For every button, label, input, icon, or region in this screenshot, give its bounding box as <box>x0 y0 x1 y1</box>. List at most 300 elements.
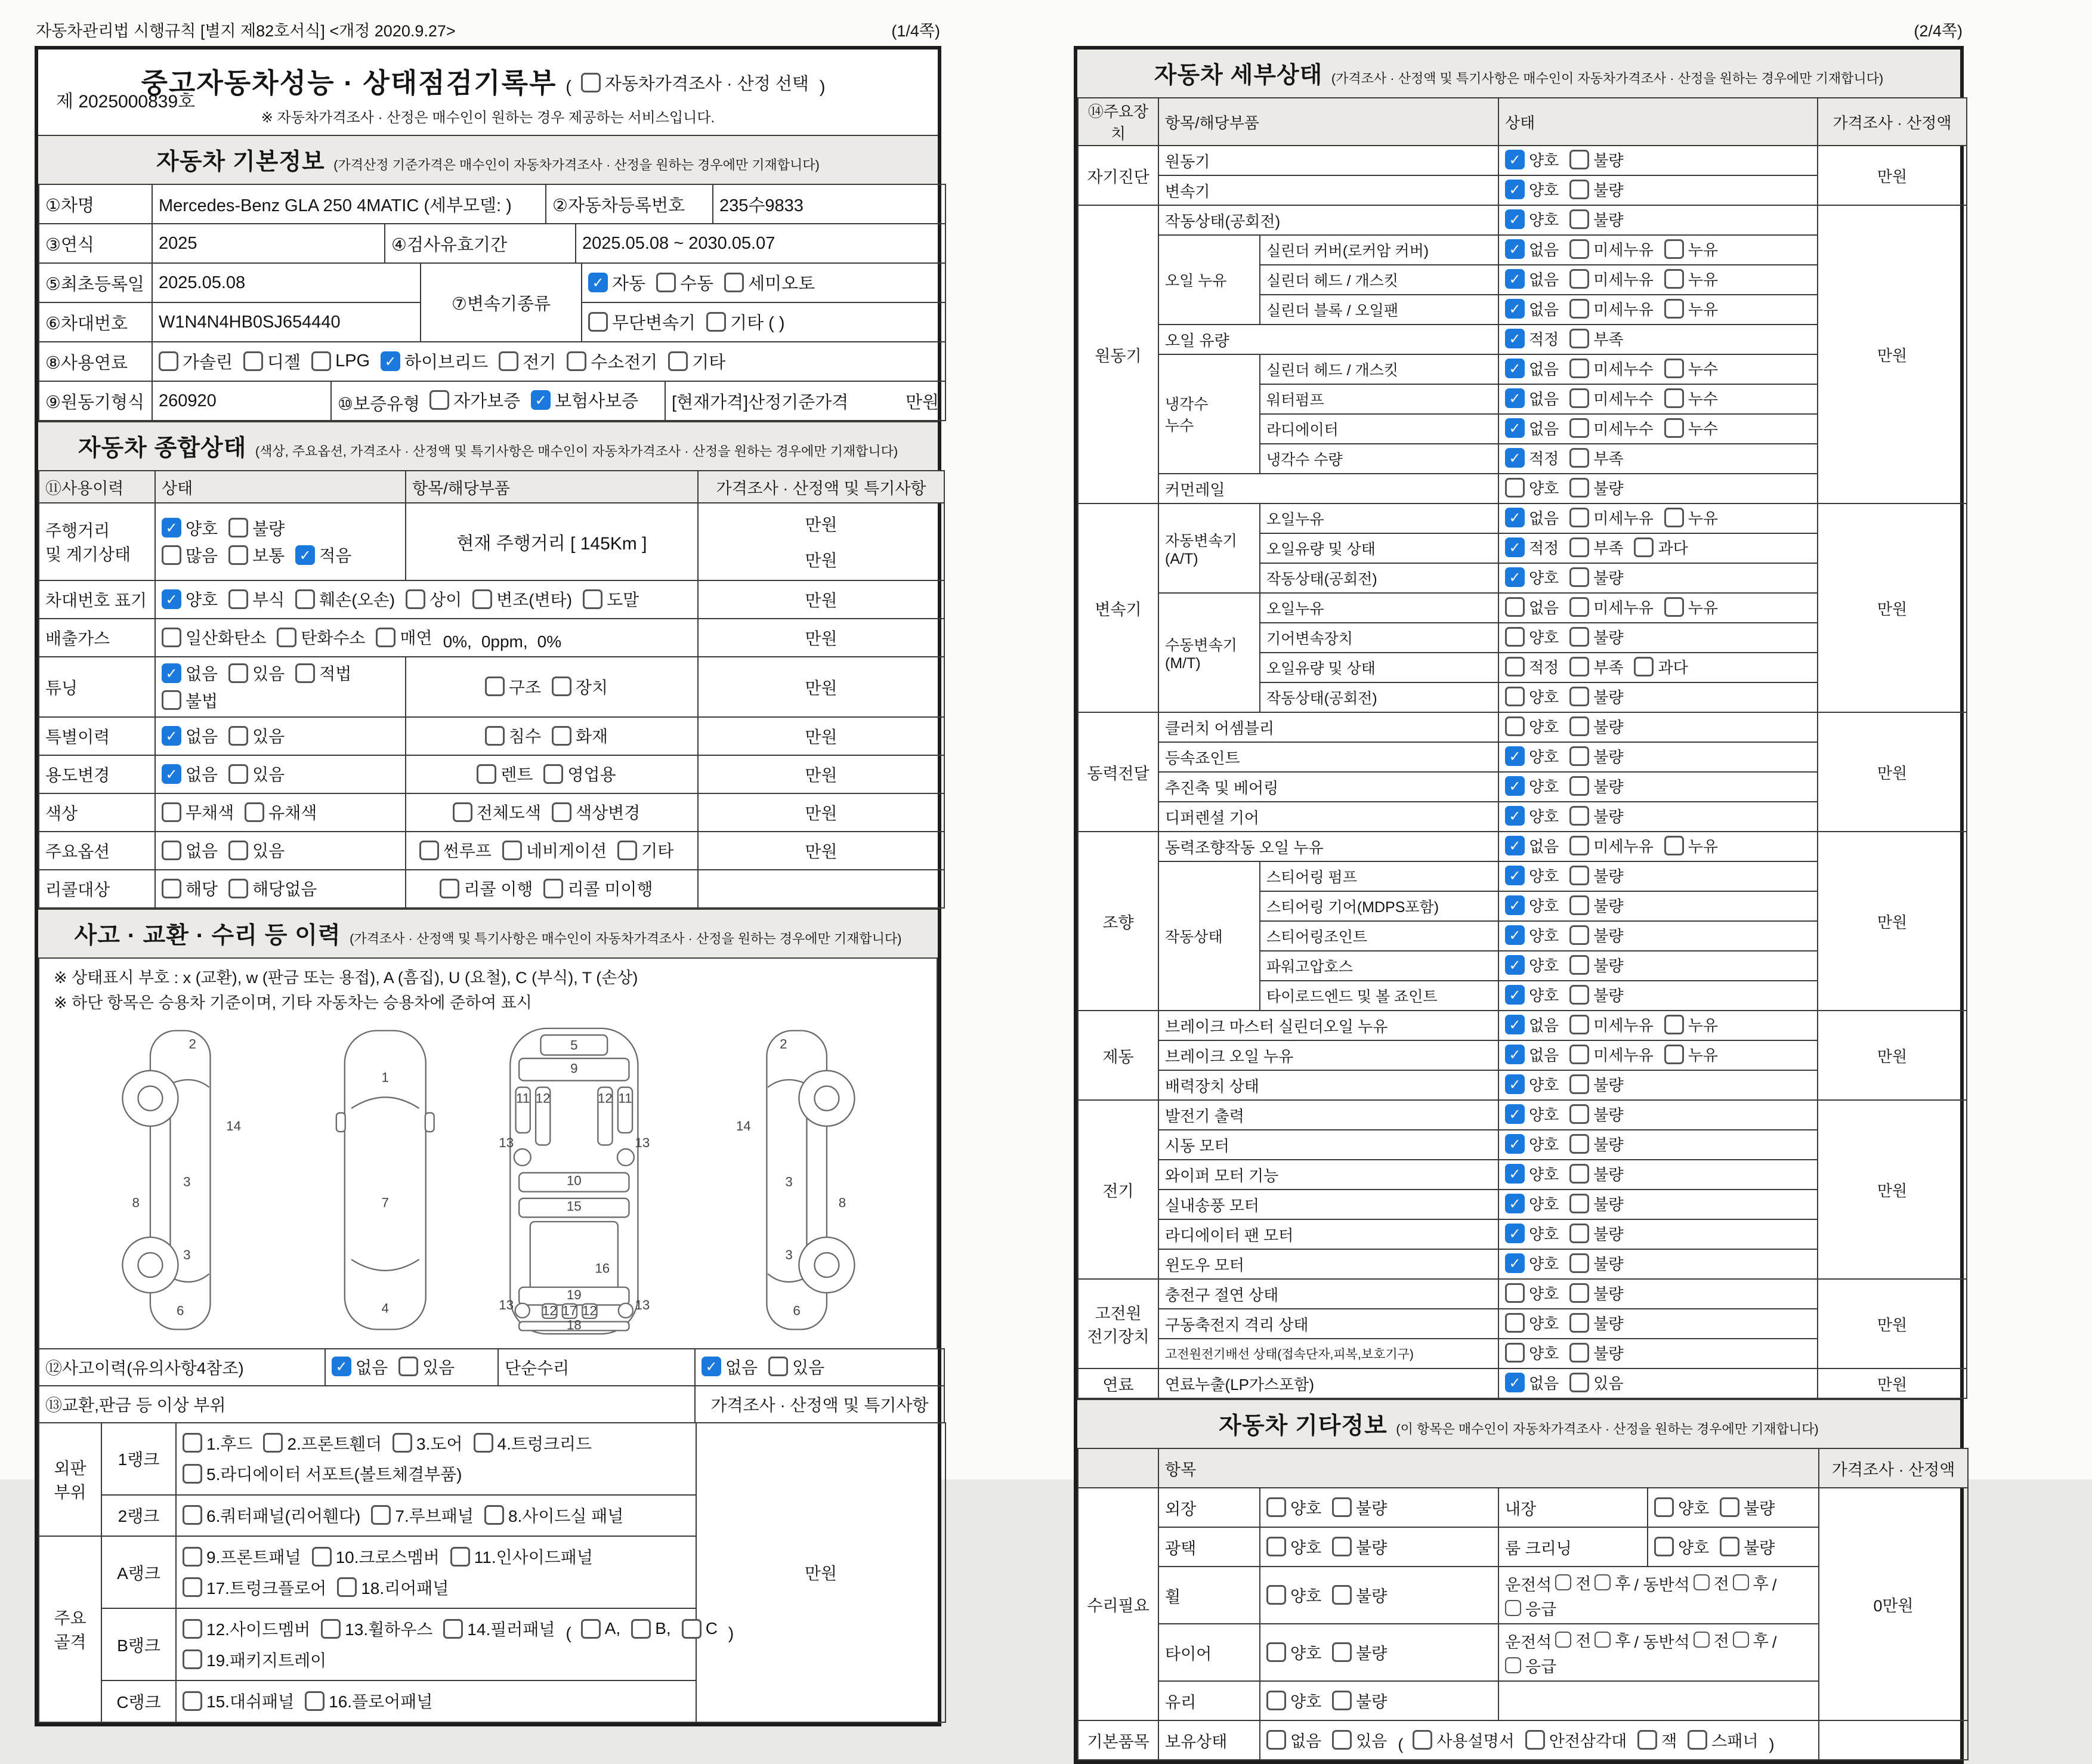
checkbox[interactable] <box>159 351 178 371</box>
option-있음[interactable] <box>1569 1371 1623 1394</box>
option-후[interactable] <box>1595 1628 1630 1651</box>
checkbox[interactable] <box>1569 1164 1589 1184</box>
option-후[interactable] <box>1733 1628 1769 1651</box>
option-누수[interactable] <box>1664 357 1718 379</box>
option-훼손(오손)[interactable] <box>295 587 395 611</box>
option-11.인사이드패널[interactable] <box>450 1544 593 1568</box>
checkbox[interactable] <box>1569 955 1589 975</box>
checkbox[interactable] <box>228 589 248 609</box>
option-불량[interactable] <box>1332 1689 1387 1712</box>
checkbox[interactable] <box>502 841 522 860</box>
option-적정[interactable] <box>1505 536 1559 558</box>
option-누수[interactable] <box>1664 387 1718 409</box>
option-있음[interactable] <box>228 762 285 786</box>
option-없음[interactable] <box>1505 268 1559 290</box>
option-영업용[interactable] <box>543 762 616 786</box>
checkbox[interactable] <box>1505 180 1525 199</box>
checkbox[interactable] <box>1505 1015 1525 1034</box>
checkbox[interactable] <box>183 1433 202 1453</box>
option-불량[interactable] <box>1332 1535 1387 1558</box>
checkbox[interactable] <box>1505 1373 1525 1392</box>
checkbox[interactable] <box>1505 1253 1525 1273</box>
checkbox[interactable] <box>1733 1574 1749 1590</box>
checkbox[interactable] <box>332 1357 351 1376</box>
option-불량[interactable] <box>1720 1535 1775 1558</box>
checkbox[interactable] <box>263 1433 283 1453</box>
checkbox[interactable] <box>381 351 400 371</box>
option-양호[interactable] <box>1505 1252 1559 1274</box>
option-탄화수소[interactable] <box>277 625 365 649</box>
checkbox[interactable] <box>1569 508 1589 527</box>
checkbox[interactable] <box>1569 1313 1589 1333</box>
checkbox[interactable] <box>1555 1574 1571 1590</box>
checkbox[interactable] <box>1505 567 1525 587</box>
checkbox[interactable] <box>183 1649 202 1669</box>
checkbox[interactable] <box>162 518 181 537</box>
option-기타[interactable] <box>668 349 725 373</box>
option-미세누유[interactable] <box>1569 268 1653 290</box>
option-양호[interactable] <box>1505 566 1559 588</box>
option-일산화탄소[interactable] <box>162 625 266 649</box>
checkbox[interactable] <box>162 802 181 822</box>
checkbox[interactable] <box>543 879 563 898</box>
option-양호[interactable] <box>1505 894 1559 916</box>
checkbox[interactable] <box>1505 866 1525 885</box>
option-양호[interactable] <box>1505 864 1559 886</box>
checkbox[interactable] <box>1505 1600 1521 1616</box>
checkbox[interactable] <box>567 351 586 371</box>
option-C[interactable] <box>682 1619 718 1639</box>
option-있음[interactable] <box>398 1355 455 1379</box>
option-불량[interactable] <box>1569 626 1623 648</box>
checkbox[interactable] <box>1505 478 1525 498</box>
checkbox[interactable] <box>1634 537 1654 557</box>
option-양호[interactable] <box>1266 1641 1321 1664</box>
checkbox[interactable] <box>552 726 571 746</box>
checkbox[interactable] <box>1332 1691 1352 1710</box>
checkbox[interactable] <box>1505 716 1525 736</box>
checkbox[interactable] <box>474 1433 493 1453</box>
checkbox[interactable] <box>1569 836 1589 855</box>
option-미세누유[interactable] <box>1569 238 1653 260</box>
checkbox[interactable] <box>1694 1632 1710 1648</box>
checkbox[interactable] <box>228 726 248 746</box>
checkbox[interactable] <box>1664 1045 1684 1064</box>
option-부족[interactable] <box>1569 447 1623 469</box>
option-하이브리드[interactable] <box>381 349 488 373</box>
option-불량[interactable] <box>1569 1073 1623 1095</box>
option-없음[interactable] <box>1505 1014 1559 1036</box>
option-불량[interactable] <box>1720 1496 1775 1519</box>
checkbox[interactable] <box>1569 597 1589 617</box>
option-자동차가격조사 · 산정 선택[interactable] <box>581 70 809 95</box>
checkbox[interactable] <box>376 628 395 647</box>
checkbox[interactable] <box>305 1691 325 1711</box>
checkbox[interactable] <box>1505 836 1525 855</box>
checkbox[interactable] <box>1569 209 1589 229</box>
option-부족[interactable] <box>1569 656 1623 678</box>
checkbox[interactable] <box>228 764 248 784</box>
checkbox[interactable] <box>1664 239 1684 259</box>
checkbox[interactable] <box>1505 1194 1525 1213</box>
option-변조(변타)[interactable] <box>472 587 572 611</box>
option-수동[interactable] <box>656 270 713 295</box>
checkbox[interactable] <box>440 879 459 898</box>
checkbox[interactable] <box>1569 359 1589 378</box>
checkbox[interactable] <box>183 1547 202 1567</box>
checkbox[interactable] <box>1505 359 1525 378</box>
checkbox[interactable] <box>1569 1015 1589 1034</box>
option-양호[interactable] <box>1505 1163 1559 1185</box>
checkbox[interactable] <box>1569 269 1589 289</box>
checkbox[interactable] <box>1555 1632 1571 1648</box>
option-없음[interactable] <box>162 762 218 786</box>
option-없음[interactable] <box>162 661 218 685</box>
option-불량[interactable] <box>1332 1641 1387 1664</box>
checkbox[interactable] <box>1505 1313 1525 1333</box>
checkbox[interactable] <box>656 273 676 292</box>
checkbox[interactable] <box>543 764 563 784</box>
option-미세누유[interactable] <box>1569 835 1653 857</box>
option-없음[interactable] <box>1505 387 1559 409</box>
option-불량[interactable] <box>1569 805 1623 827</box>
checkbox[interactable] <box>162 663 181 683</box>
option-불량[interactable] <box>1569 1163 1623 1185</box>
checkbox[interactable] <box>1505 329 1525 348</box>
option-누유[interactable] <box>1664 1014 1718 1036</box>
checkbox[interactable] <box>337 1577 357 1597</box>
option-스패너[interactable] <box>1688 1728 1758 1751</box>
option-불량[interactable] <box>1569 685 1623 708</box>
checkbox[interactable] <box>1266 1691 1286 1710</box>
checkbox[interactable] <box>1569 776 1589 796</box>
checkbox[interactable] <box>1569 1373 1589 1392</box>
option-적정[interactable] <box>1505 656 1559 678</box>
option-미세누수[interactable] <box>1569 357 1653 379</box>
checkbox[interactable] <box>617 841 637 860</box>
option-응급[interactable] <box>1505 1654 1556 1677</box>
checkbox[interactable] <box>1664 269 1684 289</box>
option-양호[interactable] <box>1505 984 1559 1006</box>
option-불량[interactable] <box>1569 1222 1623 1244</box>
option-후[interactable] <box>1595 1571 1630 1594</box>
checkbox[interactable] <box>1505 925 1525 945</box>
option-미세누유[interactable] <box>1569 1043 1653 1065</box>
option-양호[interactable] <box>1505 1222 1559 1244</box>
option-과다[interactable] <box>1634 536 1688 558</box>
option-보통[interactable] <box>228 543 285 567</box>
option-9.프론트패널[interactable] <box>183 1544 301 1568</box>
option-유채색[interactable] <box>245 800 317 824</box>
checkbox[interactable] <box>1505 627 1525 647</box>
option-디젤[interactable] <box>243 349 301 373</box>
option-8.사이드실 패널[interactable] <box>484 1503 623 1527</box>
checkbox[interactable] <box>485 676 505 696</box>
option-없음[interactable] <box>1505 417 1559 439</box>
checkbox[interactable] <box>1505 776 1525 796</box>
option-불량[interactable] <box>1569 984 1623 1006</box>
checkbox[interactable] <box>1266 1642 1286 1662</box>
checkbox[interactable] <box>1505 1104 1525 1124</box>
checkbox[interactable] <box>724 273 744 292</box>
checkbox[interactable] <box>162 628 181 647</box>
option-전[interactable] <box>1694 1571 1729 1594</box>
option-양호[interactable] <box>162 587 218 611</box>
checkbox[interactable] <box>1505 806 1525 826</box>
option-양호[interactable] <box>1505 1312 1559 1334</box>
checkbox[interactable] <box>406 589 425 609</box>
checkbox[interactable] <box>477 764 496 784</box>
checkbox[interactable] <box>1332 1730 1352 1750</box>
option-양호[interactable] <box>1505 1133 1559 1155</box>
option-불량[interactable] <box>1569 208 1623 230</box>
checkbox[interactable] <box>552 802 571 822</box>
checkbox[interactable] <box>1266 1730 1286 1750</box>
option-있음[interactable] <box>228 724 285 747</box>
option-기타[interactable] <box>617 838 673 862</box>
option-안전삼각대[interactable] <box>1525 1728 1627 1751</box>
checkbox[interactable] <box>228 663 248 683</box>
option-양호[interactable] <box>1505 1073 1559 1095</box>
checkbox[interactable] <box>1266 1537 1286 1556</box>
option-누유[interactable] <box>1664 268 1718 290</box>
option-썬루프[interactable] <box>419 838 492 862</box>
checkbox[interactable] <box>1569 687 1589 706</box>
option-양호[interactable] <box>1266 1689 1321 1712</box>
option-양호[interactable] <box>1505 805 1559 827</box>
option-없음[interactable] <box>332 1355 388 1379</box>
option-없음[interactable] <box>1505 238 1559 260</box>
checkbox[interactable] <box>1505 1074 1525 1094</box>
option-4.트렁크리드[interactable] <box>474 1431 592 1455</box>
checkbox[interactable] <box>295 545 315 565</box>
option-2.프론트휀더[interactable] <box>263 1431 382 1455</box>
checkbox[interactable] <box>419 841 439 860</box>
option-1.후드[interactable] <box>183 1431 252 1455</box>
option-불량[interactable] <box>1569 1103 1623 1125</box>
checkbox[interactable] <box>1505 1134 1525 1154</box>
option-양호[interactable] <box>1505 149 1559 171</box>
checkbox[interactable] <box>1569 537 1589 557</box>
option-자가보증[interactable] <box>429 388 520 412</box>
checkbox[interactable] <box>312 1547 332 1567</box>
checkbox[interactable] <box>183 1505 202 1525</box>
option-양호[interactable] <box>1654 1535 1709 1558</box>
option-양호[interactable] <box>1505 715 1559 737</box>
checkbox[interactable] <box>1569 1283 1589 1303</box>
checkbox[interactable] <box>398 1357 418 1376</box>
option-양호[interactable] <box>1266 1583 1321 1607</box>
option-없음[interactable] <box>162 838 218 862</box>
option-불량[interactable] <box>1569 566 1623 588</box>
option-양호[interactable] <box>1505 1342 1559 1364</box>
checkbox[interactable] <box>1505 239 1525 259</box>
option-14.필러패널[interactable] <box>443 1617 555 1641</box>
checkbox[interactable] <box>183 1464 202 1484</box>
option-무채색[interactable] <box>162 800 234 824</box>
checkbox[interactable] <box>1266 1585 1286 1605</box>
option-양호[interactable] <box>1505 775 1559 797</box>
checkbox[interactable] <box>1505 746 1525 766</box>
checkbox[interactable] <box>183 1577 202 1597</box>
checkbox[interactable] <box>1569 1104 1589 1124</box>
option-10.크로스멤버[interactable] <box>312 1544 440 1568</box>
option-불량[interactable] <box>1569 1312 1623 1334</box>
checkbox[interactable] <box>1595 1574 1611 1590</box>
checkbox[interactable] <box>552 676 571 696</box>
checkbox[interactable] <box>1505 895 1525 915</box>
option-리콜 이행[interactable] <box>440 876 533 900</box>
option-리콜 미이행[interactable] <box>543 876 653 900</box>
checkbox[interactable] <box>1569 895 1589 915</box>
checkbox[interactable] <box>295 589 315 609</box>
option-없음[interactable] <box>1266 1728 1321 1751</box>
option-전[interactable] <box>1694 1628 1729 1651</box>
option-적음[interactable] <box>295 543 351 567</box>
checkbox[interactable] <box>1569 567 1589 587</box>
checkbox[interactable] <box>1664 299 1684 319</box>
checkbox[interactable] <box>1505 687 1525 706</box>
checkbox[interactable] <box>1664 1015 1684 1034</box>
option-구조[interactable] <box>485 675 541 699</box>
checkbox[interactable] <box>1505 1045 1525 1064</box>
checkbox[interactable] <box>1505 985 1525 1005</box>
option-누유[interactable] <box>1664 596 1718 618</box>
option-17.트렁크플로어[interactable] <box>183 1575 326 1599</box>
option-A,[interactable] <box>581 1619 620 1639</box>
option-3.도어[interactable] <box>393 1431 462 1455</box>
option-B,[interactable] <box>631 1619 670 1639</box>
checkbox[interactable] <box>1569 1134 1589 1154</box>
checkbox[interactable] <box>1569 716 1589 736</box>
option-불량[interactable] <box>1569 477 1623 499</box>
checkbox[interactable] <box>162 841 181 860</box>
option-미세누유[interactable] <box>1569 506 1653 529</box>
option-누유[interactable] <box>1664 1043 1718 1065</box>
checkbox[interactable] <box>1505 1657 1521 1673</box>
checkbox[interactable] <box>1654 1537 1674 1556</box>
checkbox[interactable] <box>702 1357 721 1376</box>
option-7.루브패널[interactable] <box>371 1503 474 1527</box>
option-누수[interactable] <box>1664 417 1718 439</box>
option-불량[interactable] <box>1332 1496 1387 1519</box>
option-해당없음[interactable] <box>228 876 317 900</box>
option-15.대쉬패널[interactable] <box>183 1689 294 1713</box>
option-불량[interactable] <box>1569 954 1623 976</box>
option-누유[interactable] <box>1664 835 1718 857</box>
checkbox[interactable] <box>1569 418 1589 438</box>
option-13.휠하우스[interactable] <box>321 1617 432 1641</box>
checkbox[interactable] <box>228 879 248 898</box>
checkbox[interactable] <box>1569 448 1589 468</box>
option-양호[interactable] <box>1505 924 1559 946</box>
option-세미오토[interactable] <box>724 270 815 295</box>
option-상이[interactable] <box>406 587 462 611</box>
option-6.쿼터패널(리어휀다)[interactable] <box>183 1503 360 1527</box>
option-미세누수[interactable] <box>1569 417 1653 439</box>
option-불량[interactable] <box>1569 864 1623 886</box>
checkbox[interactable] <box>183 1619 202 1639</box>
checkbox[interactable] <box>1332 1497 1352 1517</box>
checkbox[interactable] <box>1569 1045 1589 1064</box>
option-불량[interactable] <box>1569 924 1623 946</box>
checkbox[interactable] <box>583 589 602 609</box>
option-미세누유[interactable] <box>1569 298 1653 320</box>
checkbox[interactable] <box>228 545 248 565</box>
checkbox[interactable] <box>1505 209 1525 229</box>
option-전체도색[interactable] <box>453 800 541 824</box>
option-없음[interactable] <box>702 1355 758 1379</box>
checkbox[interactable] <box>162 589 181 609</box>
checkbox[interactable] <box>1505 657 1525 676</box>
checkbox[interactable] <box>429 390 449 410</box>
checkbox[interactable] <box>1332 1642 1352 1662</box>
option-과다[interactable] <box>1634 656 1688 678</box>
option-불량[interactable] <box>1569 178 1623 200</box>
checkbox[interactable] <box>1569 866 1589 885</box>
option-불량[interactable] <box>1569 894 1623 916</box>
checkbox[interactable] <box>499 351 518 371</box>
checkbox[interactable] <box>1569 1194 1589 1213</box>
option-미세누유[interactable] <box>1569 1014 1653 1036</box>
option-양호[interactable] <box>1505 208 1559 230</box>
option-무단변속기[interactable] <box>588 310 696 334</box>
checkbox[interactable] <box>1664 359 1684 378</box>
option-불량[interactable] <box>228 516 285 540</box>
option-양호[interactable] <box>1654 1496 1709 1519</box>
option-양호[interactable] <box>1505 745 1559 767</box>
option-있음[interactable] <box>768 1355 824 1379</box>
checkbox[interactable] <box>1505 150 1525 169</box>
option-누유[interactable] <box>1664 506 1718 529</box>
checkbox[interactable] <box>1505 508 1525 527</box>
option-화재[interactable] <box>552 724 608 747</box>
checkbox[interactable] <box>1637 1730 1657 1750</box>
option-양호[interactable] <box>1505 477 1559 499</box>
option-네비게이션[interactable] <box>502 838 607 862</box>
option-부식[interactable] <box>228 587 285 611</box>
option-양호[interactable] <box>1505 178 1559 200</box>
checkbox[interactable] <box>1505 597 1525 617</box>
checkbox[interactable] <box>1569 150 1589 169</box>
option-없음[interactable] <box>1505 298 1559 320</box>
option-없음[interactable] <box>162 724 218 747</box>
option-양호[interactable] <box>1266 1496 1321 1519</box>
option-양호[interactable] <box>1505 954 1559 976</box>
checkbox[interactable] <box>295 663 315 683</box>
checkbox[interactable] <box>1413 1730 1432 1750</box>
checkbox[interactable] <box>588 312 608 332</box>
checkbox[interactable] <box>472 589 492 609</box>
checkbox[interactable] <box>1569 239 1589 259</box>
option-없음[interactable] <box>1505 1371 1559 1394</box>
checkbox[interactable] <box>1332 1585 1352 1605</box>
option-색상변경[interactable] <box>552 800 640 824</box>
option-양호[interactable] <box>1505 1282 1559 1304</box>
checkbox[interactable] <box>484 1505 504 1525</box>
checkbox[interactable] <box>1505 1343 1525 1363</box>
option-양호[interactable] <box>1266 1535 1321 1558</box>
checkbox[interactable] <box>1569 1074 1589 1094</box>
checkbox[interactable] <box>277 628 296 647</box>
option-미세누수[interactable] <box>1569 387 1653 409</box>
option-전기[interactable] <box>499 349 556 373</box>
checkbox[interactable] <box>321 1619 341 1639</box>
checkbox[interactable] <box>245 802 264 822</box>
option-있음[interactable] <box>228 838 285 862</box>
checkbox[interactable] <box>1733 1632 1749 1648</box>
checkbox[interactable] <box>588 273 608 292</box>
